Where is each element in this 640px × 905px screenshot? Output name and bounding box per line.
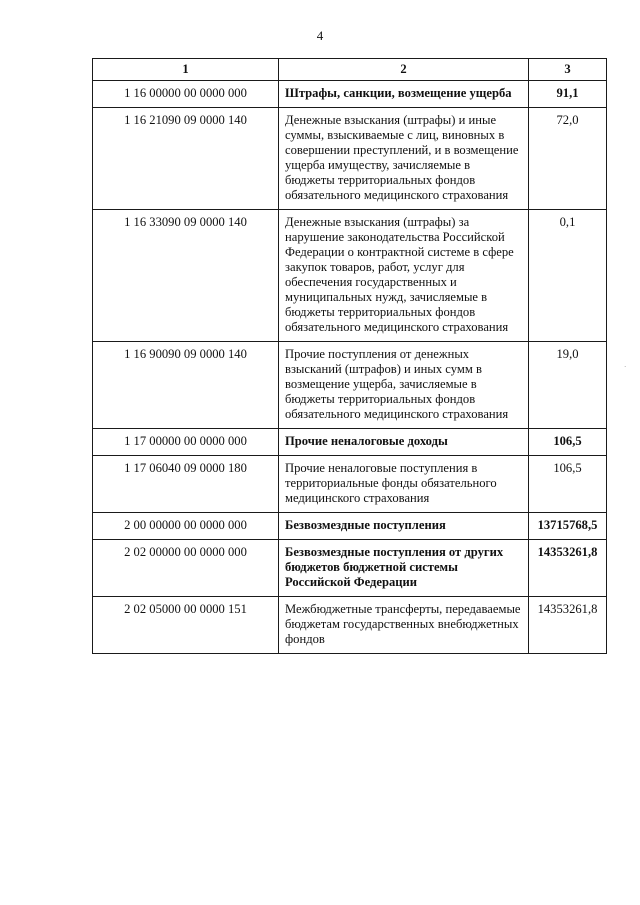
table-row	[93, 597, 607, 654]
revenue-name-cell: Прочие поступления от денежных взысканий (штрафов) и иных сумм в возмещение ущерба, зачисляемые в бюджеты территориальных фондов обязательного медицинского страхования	[279, 342, 529, 429]
budget-code-cell: 1 17 00000 00 0000 000	[93, 429, 279, 456]
table-row	[93, 81, 607, 108]
budget-code-cell: 2 00 00000 00 0000 000	[93, 513, 279, 540]
budget-code-cell: 1 16 90090 09 0000 140	[93, 342, 279, 429]
revenue-name-cell: Денежные взыскания (штрафы) за нарушение законодательства Российской Федерации о контрактной системе в сфере закупок товаров, работ, услуг для обеспечения государственных и муниципальных нужд, зачисляемые в бюджеты территориальных фондов обязательного медицинского страхования	[279, 210, 529, 342]
table-row	[93, 429, 607, 456]
amount-cell: 91,1	[529, 81, 607, 108]
column-header-code: 1	[93, 59, 279, 81]
amount-cell: 13715768,5	[529, 513, 607, 540]
budget-code-cell: 1 16 00000 00 0000 000	[93, 81, 279, 108]
amount-cell: 106,5	[529, 456, 607, 513]
revenue-name-cell: Прочие неналоговые доходы	[279, 429, 529, 456]
table-row	[93, 108, 607, 210]
budget-code-cell: 1 16 21090 09 0000 140	[93, 108, 279, 210]
amount-cell: 0,1	[529, 210, 607, 342]
revenue-name-cell: Безвозмездные поступления от других бюджетов бюджетной системы Российской Федерации	[279, 540, 529, 597]
table-row	[93, 342, 607, 429]
revenue-name-cell: Прочие неналоговые поступления в территориальные фонды обязательного медицинского страхования	[279, 456, 529, 513]
revenue-name-cell: Денежные взыскания (штрафы) и иные суммы, взыскиваемые с лиц, виновных в совершении преступлений, и в возмещение ущерба имуществу, зачисляемые в бюджеты территориальных фондов обязательного медицинского страхования	[279, 108, 529, 210]
table-row	[93, 456, 607, 513]
page-number: 4	[316, 28, 324, 43]
revenue-name-cell: Безвозмездные поступления	[279, 513, 529, 540]
amount-cell: 19,0	[529, 342, 607, 429]
table-row	[93, 540, 607, 597]
revenue-name-cell: Межбюджетные трансферты, передаваемые бюджетам государственных внебюджетных фондов	[279, 597, 529, 654]
amount-cell: 106,5	[529, 429, 607, 456]
table-row	[93, 210, 607, 342]
budget-code-cell: 1 16 33090 09 0000 140	[93, 210, 279, 342]
table-header-row	[93, 59, 607, 81]
budget-code-cell: 2 02 00000 00 0000 000	[93, 540, 279, 597]
amount-cell: 72,0	[529, 108, 607, 210]
column-header-name: 2	[279, 59, 529, 81]
table-row	[93, 513, 607, 540]
column-header-amount: 3	[529, 59, 607, 81]
budget-code-cell: 1 17 06040 09 0000 180	[93, 456, 279, 513]
amount-cell: 14353261,8	[529, 597, 607, 654]
margin-mark: ·	[624, 363, 627, 371]
budget-revenue-table	[92, 58, 607, 654]
revenue-name-cell: Штрафы, санкции, возмещение ущерба	[279, 81, 529, 108]
amount-cell: 14353261,8	[529, 540, 607, 597]
budget-code-cell: 2 02 05000 00 0000 151	[93, 597, 279, 654]
